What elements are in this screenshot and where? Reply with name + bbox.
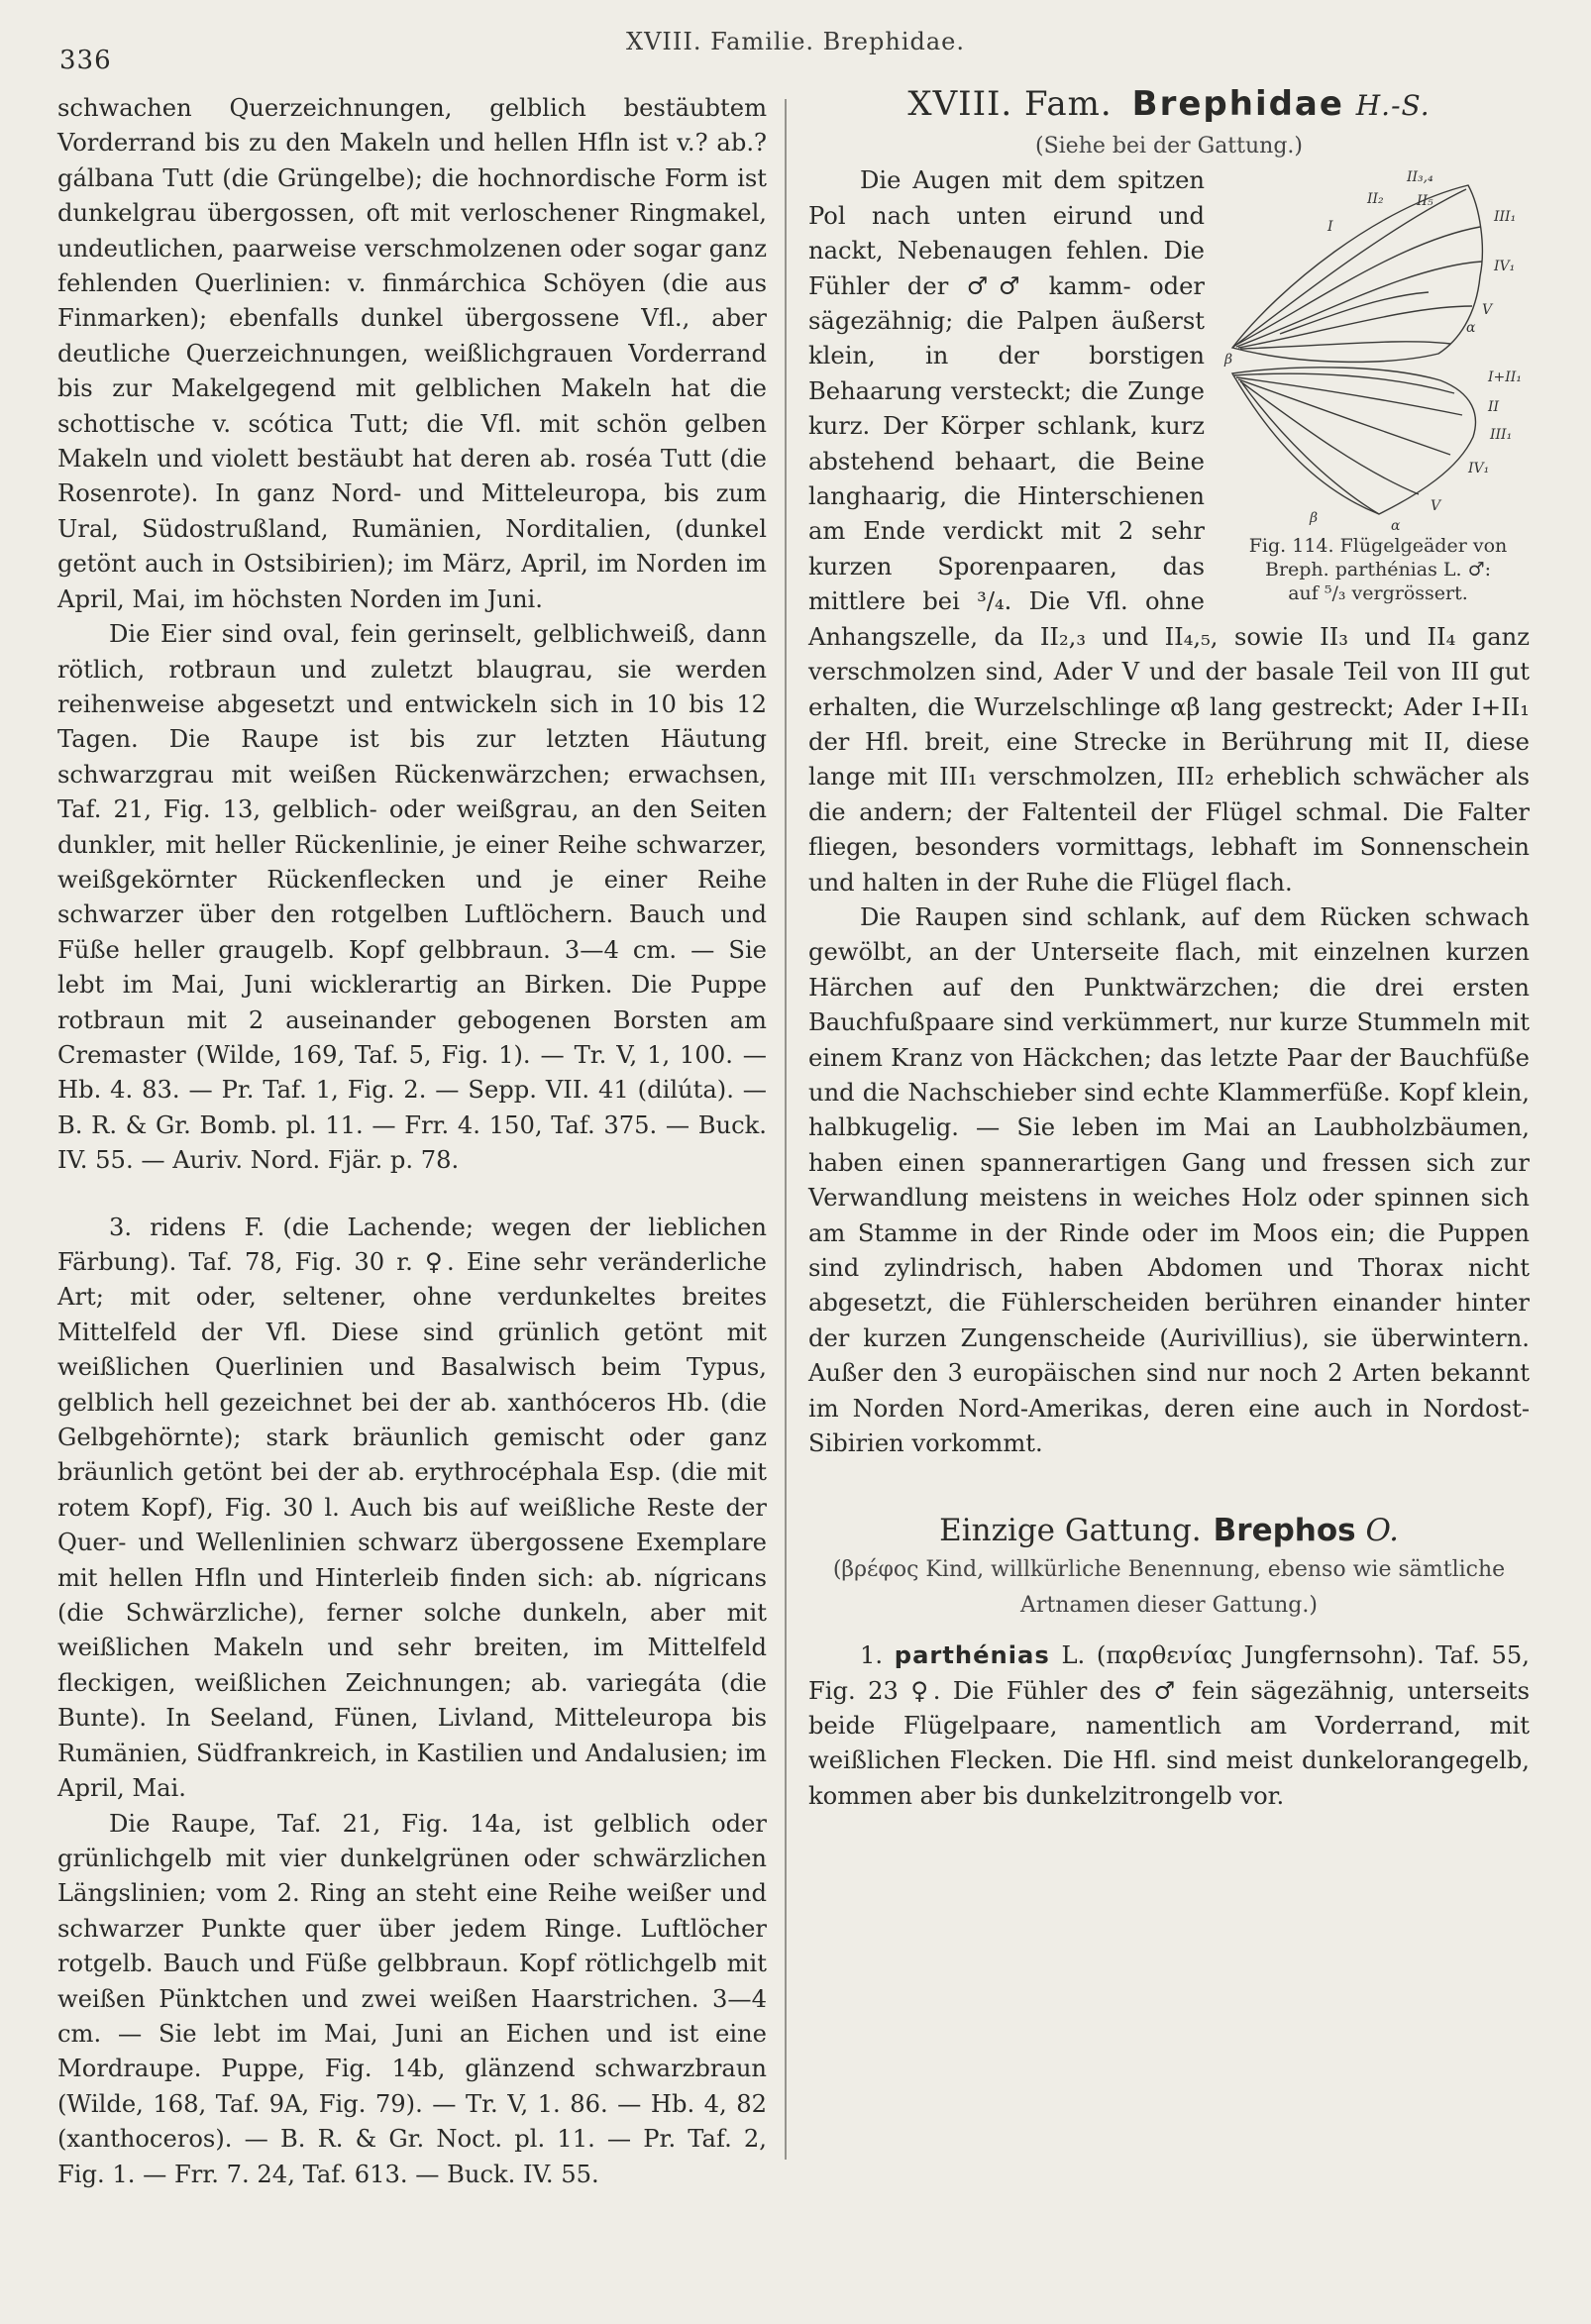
hindwing-vein [1242, 383, 1379, 514]
forewing-vein [1234, 227, 1480, 346]
right-column [808, 81, 1530, 1814]
species-name: parthénias [894, 1641, 1050, 1670]
paragraph-ridens: 3. ridens F. (die Lachende; wegen der lieblichen Färbung). Taf. 78, Fig. 30 r. ♀. Eine sehr veränderliche Art; mit oder, seltener, ohne verdunkeltes breites Mittelfeld der Vfl. Diese sind grünlich getönt mit weißlichen Querlinien und Basalwisch beim Typus, gelblich hell gezeichnet bei der ab. xanthóceros Hb. (die Gelbgehörnte); stark bräunlich gemischt oder ganz bräunlich getönt bei der ab. erythrocéphala Esp. (die mit rotem Kopf), Fig. 30 l. Auch bis auf weißliche Reste der Quer- und Wellenlinien schwarz übergossene Exemplare mit hellen Hfln und Hinterleib finden sich: ab. nígricans (die Schwärzliche), ferner solche dunkeln, aber mit weißlichen Makeln und sehr breiten, im Mittelfeld fleckigen, weißlichen Zeichnungen; ab. variegáta (die Bunte). In Seeland, Fünen, Livland, Mitteleuropa bis Rumänien, Südfrankreich, in Kastilien und Andalusien; im April, Mai. [57, 1213, 767, 1803]
vein-label: β [1224, 352, 1233, 369]
paragraph: Die Eier sind oval, fein gerinselt, gelblichweiß, dann rötlich, rotbraun und zuletzt blaugrau, sie werden reihenweise abgesetzt und entwickeln sich in 10 bis 12 Tagen. Die Raupe ist bis zur letzten Häutung schwarzgrau mit weißen Rückenwärzchen; erwachsen, Taf. 21, Fig. 13, gelblich- oder weißgrau, an den Seiten dunkler, mit heller Rückenlinie, je einer Reihe schwarzer, weißgekörnter Rückenflecken und je einer Reihe schwarzer über den rotgelben Luftlöchern. Bauch und Füße heller graugelb. Kopf gelbbraun. 3—4 cm. — Sie lebt im Mai, Juni wicklerartig an Birken. Die Puppe rotbraun mit 2 auseinander gebogenen Borsten am Cremaster (Wilde, 169, Taf. 5, Fig. 1). — Tr. V, 1, 100. — Hb. 4. 83. — Pr. Taf. 1, Fig. 2. — Sepp. VII. 41 (dilúta). — B. R. & Gr. Bomb. pl. 11. — Frr. 4. 150, Taf. 375. — Buck. IV. 55. — Auriv. Nord. Fjär. p. 78. [57, 620, 767, 1175]
vein-label: III₁ [1494, 209, 1517, 226]
vein-label: β [1310, 510, 1319, 527]
species-number: 1. [860, 1641, 884, 1670]
vein-label: α [1391, 518, 1401, 535]
column-divider [785, 99, 787, 2160]
vein-label: IV₁ [1494, 259, 1516, 275]
family-note: (Siehe bei der Gattung.) [1034, 134, 1303, 158]
forewing-outline [1232, 185, 1482, 362]
family-name: Brephidae [1131, 84, 1344, 124]
figure-caption-line: Fig. 114. Flügelgeäder von [1248, 535, 1508, 558]
family-prefix: XVIII. Fam. [907, 84, 1113, 124]
genus-heading [808, 1509, 1530, 1552]
vein-label: II₅ [1417, 193, 1433, 210]
paragraph: Die Raupen sind schlank, auf dem Rücken schwach gewölbt, an der Unterseite flach, mit einzelnen kurzen Härchen auf den Punktwärzchen; die drei ersten Bauchfußpaare sind verkümmert, nur kurze Stummeln mit einem Kranz von Häckchen; das letzte Paar der Bauchfüße und die Nachschieber sind echte Klammerfüße. Kopf klein, halbkugelig. — Sie leben im Mai an Laubholzbäumen, haben einen spannerartigen Gang und fressen sich zur Verwandlung meistens in weiches Holz oder spinnen sich am Stamme in der Rinde oder im Moos ein; die Puppen sind zylindrisch, haben Abdomen und Thorax nicht abgesetzt, die Fühlerscheiden berühren einander hinter der kurzen Zungenscheide (Aurivillius), sie überwintern. Außer den 3 europäischen sind nur noch 2 Arten bekannt im Norden Nord-Amerikas, deren eine auch in Nordost-Sibirien vorkommt. [808, 902, 1530, 1458]
figure-caption-line: auf ⁵/₃ vergrössert. [1288, 582, 1468, 605]
family-heading [808, 81, 1530, 129]
vein-label: IV₁ [1468, 461, 1490, 477]
species-entry [808, 1638, 1530, 1814]
paragraph: schwachen Querzeichnungen, gelblich bestäubtem Vorderrand bis zu den Makeln und hellen Hfln ist v.? ab.? gálbana Tutt (die Grüngelbe); die hochnordische Form ist dunkelgrau übergossen, oft mit verloschener Ringmakel, undeutlichen, paarweise verschmolzenen oder sogar ganz fehlenden Querlinien: v. finmárchica Schöyen (die aus Finmarken); ebenfalls dunkel übergossene Vfl., aber deutliche Querzeichnungen, weißlichgrauen Vorderrand bis zur Makelgegend mit gelblichen Makeln hat die schottische v. scótica Tutt; die Vfl. mit schön gelben Makeln und violett bestäubt hat deren ab. roséa Tutt (die Rosenrote). In ganz Nord- und Mitteleuropa, bis zum Ural, Südostrußland, Rumänien, Norditalien, (dunkel getönt auch in Ostsibirien); im März, April, im Norden im April, Mai, im höchsten Norden im Juni. [57, 94, 767, 613]
hindwing-vein [1236, 377, 1462, 415]
family-author: H.-S. [1355, 89, 1431, 122]
paragraph: Die Raupe, Taf. 21, Fig. 14a, ist gelblich oder grünlichgelb mit vier dunkelgrünen oder schwärzlichen Längslinien; vom 2. Ring an steht eine Reihe weißer und schwarzer Punkte quer über jedem Ringe. Luftlöcher rotgelb. Bauch und Füße gelbbraun. Kopf rötlichgelb mit weißen Pünktchen und zwei weißen Haarstrichen. 3—4 cm. — Sie lebt im Mai, Juni an Eichen und ist eine Mordraupe. Puppe, Fig. 14b, glänzend schwarzbraun (Wilde, 168, Taf. 9A, Fig. 79). — Tr. V, 1. 86. — Hb. 4, 82 (xanthoceros). — B. R. & Gr. Noct. pl. 11. — Pr. Taf. 2, Fig. 1. — Frr. 7. 24, Taf. 613. — Buck. IV. 55. [57, 1809, 767, 2188]
figure-caption-line: Breph. parthénias L. ♂: [1264, 559, 1492, 581]
genus-prefix: Einzige Gattung. [939, 1513, 1202, 1549]
vein-label: II₃,₄ [1407, 169, 1433, 186]
paragraph: Die Augen mit dem spitzen Pol nach unten eirund und nackt, Nebenaugen fehlen. Die Fühler der ♂♂ kamm- oder sägezähnig; die Palpen äußerst klein, in der borstigen Behaarung versteckt; die Zunge kurz. Der Körper schlank, kurz abstehend behaart, die Beine langhaarig, die Hinterschienen am Ende verdickt mit 2 sehr kurzen Sporenpaaren, das mittlere bei ³/₄. Die Vfl. ohne Anhangszelle, da II₂,₃ und II₄,₅, sowie II₃ und II₄ ganz verschmolzen sind, Ader V und der basale Teil von III gut erhalten, die Wurzelschlinge αβ lang gestreckt; Ader I+II₁ der Hfl. breit, eine Strecke in Berührung mit II, diese lange mit III₁ verschmolzen, III₂ erheblich schwächer als die andern; der Faltenteil der Flügel schmal. Die Falter fliegen, besonders vormittags, lebhaft im Sonnenschein und halten in der Ruhe die Flügel flach. [808, 166, 1530, 897]
species-text: L. (παρθενίας Jungfernsohn). Taf. 55, Fig. 23 ♀. Die Fühler des ♂ fein sägezähnig, unterseits beide Flügelpaare, namentlich am Vorderrand, mit weißlichen Flecken. Die Hfl. sind meist dunkelorangegelb, kommen aber bis dunkelzitrongelb vor. [808, 1641, 1530, 1810]
vein-label: II [1488, 399, 1500, 416]
spacer [57, 1179, 767, 1211]
wing-venation-figure [1220, 167, 1536, 605]
vein-label: II₂ [1367, 191, 1384, 208]
forewing-vein [1240, 342, 1450, 349]
forewing-vein [1238, 306, 1472, 348]
left-column [57, 91, 767, 2192]
wing-venation-diagram [1220, 167, 1536, 534]
running-head: XVIII. Familie. Brephidae. [625, 28, 965, 55]
page-number: 336 [59, 46, 112, 75]
genus-name: Brephos [1213, 1513, 1356, 1549]
vein-label: V [1482, 302, 1493, 319]
vein-label: I+II₁ [1488, 370, 1522, 386]
vein-label: V [1431, 498, 1441, 515]
genus-author: O. [1365, 1513, 1399, 1549]
vein-label: III₁ [1490, 427, 1513, 444]
vein-label: I [1327, 219, 1333, 236]
genus-note: (βρέφος Kind, willkürliche Benennung, ebenso wie sämtliche Artnamen dieser Gattung.) [832, 1557, 1506, 1618]
hindwing-vein [1238, 379, 1450, 455]
vein-label: α [1466, 320, 1476, 337]
